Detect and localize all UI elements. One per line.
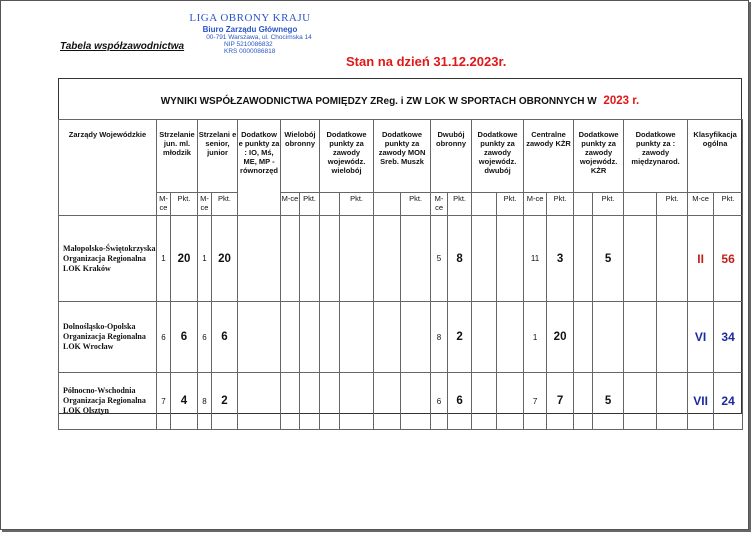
stamp-nip: NIP 5210086832 — [224, 41, 273, 48]
table-title: WYNIKI WSPÓŁZAWODNICTWA POMIĘDZY ZReg. i ZW LOK W SPORTACH OBRONNYCH W — [160, 96, 597, 107]
cell-points — [657, 216, 688, 302]
cell-points: 6 — [212, 302, 238, 373]
header-shooting-junior: Strzelanie jun. ml. młodzik — [157, 120, 198, 193]
cell-points — [340, 216, 374, 302]
cell-place — [320, 373, 340, 430]
cell-points: 20 — [547, 302, 574, 373]
header-bonus-championships: Dodatkow e punkty za : IO, Mś, ME, MP - równorzęd — [238, 120, 281, 216]
cell-points — [593, 302, 624, 373]
document-label: Tabela współzawodnictwa — [60, 41, 185, 52]
subheader-empty — [574, 193, 593, 216]
cell-points: 4 — [171, 373, 198, 430]
cell-empty — [238, 216, 281, 302]
header-central-kzr: Centralne zawody KŻR — [524, 120, 574, 193]
table-row — [59, 373, 743, 430]
header-shooting-senior: Strzelani e senior, junior — [198, 120, 238, 193]
cell-place — [624, 302, 657, 373]
header-military-multievent: Wielobój obronny — [281, 120, 320, 193]
cell-place: 11 — [524, 216, 547, 302]
results-table — [58, 119, 743, 430]
overall-points: 34 — [714, 302, 743, 373]
cell-points: 8 — [448, 216, 472, 302]
header-military-biathlon: Dwubój obronny — [431, 120, 472, 193]
cell-points — [401, 216, 431, 302]
cell-place: 8 — [198, 373, 212, 430]
cell-points — [497, 216, 524, 302]
cell-points — [497, 373, 524, 430]
header-bonus-mon: Dodatkowe punkty za zawody MON Sreb. Muszk — [374, 120, 431, 193]
header-row — [59, 120, 743, 193]
stamp-office: Biuro Zarządu Głównego — [202, 25, 298, 34]
subheader-points: Pkt. — [448, 193, 472, 216]
subheader-place: M-ce — [198, 193, 212, 216]
cell-place — [374, 216, 401, 302]
subheader-place: M-ce — [688, 193, 714, 216]
organization-stamp — [180, 12, 320, 55]
subheader-points: Pkt. — [497, 193, 524, 216]
cell-place — [374, 302, 401, 373]
table-row — [59, 216, 743, 302]
cell-place: 6 — [431, 373, 448, 430]
cell-points: 7 — [547, 373, 574, 430]
cell-points: 2 — [212, 373, 238, 430]
header-overall-ranking: Klasyfikacja ogólna — [688, 120, 743, 193]
subheader-place: M-ce — [431, 193, 448, 216]
subheader-place: M-ce — [524, 193, 547, 216]
cell-points — [340, 302, 374, 373]
cell-place — [472, 302, 497, 373]
cell-place: 6 — [157, 302, 171, 373]
table-row — [59, 302, 743, 373]
header-regions: Zarządy Wojewódzkie — [59, 120, 157, 216]
table-title-year: 2023 r. — [603, 95, 640, 107]
header-bonus-biathlon: Dodatkowe punkty za zawody wojewódz. dwubój — [472, 120, 524, 193]
overall-points: 56 — [714, 216, 743, 302]
subheader-empty — [624, 193, 657, 216]
cell-points — [300, 302, 320, 373]
table-caption — [59, 79, 741, 119]
subheader-empty — [320, 193, 340, 216]
subheader-points: Pkt. — [340, 193, 374, 216]
region-name: Małopolsko-Świętokrzyska Organizacja Regionalna LOK Kraków — [59, 216, 157, 302]
subheader-row — [59, 193, 743, 216]
cell-points — [401, 373, 431, 430]
cell-points — [401, 302, 431, 373]
cell-points: 5 — [593, 216, 624, 302]
cell-place: 1 — [157, 216, 171, 302]
overall-points: 24 — [714, 373, 743, 430]
cell-empty — [238, 373, 281, 430]
cell-points: 20 — [171, 216, 198, 302]
cell-points — [657, 302, 688, 373]
cell-place: 7 — [157, 373, 171, 430]
cell-points — [340, 373, 374, 430]
stamp-krs: KRS 0000086818 — [224, 48, 276, 55]
region-name: Północno-Wschodnia Organizacja Regionalna LOK Olsztyn — [59, 373, 157, 430]
cell-place: 7 — [524, 373, 547, 430]
cell-points: 6 — [171, 302, 198, 373]
subheader-points: Pkt. — [593, 193, 624, 216]
cell-place — [320, 302, 340, 373]
subheader-points: Pkt. — [714, 193, 743, 216]
cell-empty — [238, 302, 281, 373]
cell-place — [281, 373, 300, 430]
cell-place: 1 — [198, 216, 212, 302]
document-date: Stan na dzień 31.12.2023r. — [346, 54, 507, 69]
cell-points: 2 — [448, 302, 472, 373]
subheader-empty — [374, 193, 401, 216]
cell-place — [472, 216, 497, 302]
overall-rank: II — [688, 216, 714, 302]
subheader-points: Pkt. — [657, 193, 688, 216]
cell-place: 8 — [431, 302, 448, 373]
cell-place — [624, 373, 657, 430]
subheader-points: Pkt. — [547, 193, 574, 216]
cell-place: 1 — [524, 302, 547, 373]
cell-place — [574, 302, 593, 373]
cell-place — [320, 216, 340, 302]
cell-place — [281, 216, 300, 302]
header-bonus-multievent: Dodatkowe punkty za zawody wojewódz. wielobój — [320, 120, 374, 193]
region-name: Dolnośląsko-Opolska Organizacja Regionalna LOK Wrocław — [59, 302, 157, 373]
cell-place — [574, 373, 593, 430]
header-bonus-kzr: Dodatkowe punkty za zawody wojewódz. KŻR — [574, 120, 624, 193]
subheader-place: M-ce — [157, 193, 171, 216]
header-bonus-international: Dodatkowe punkty za : zawody międzynarod. — [624, 120, 688, 193]
cell-points: 6 — [448, 373, 472, 430]
stamp-org-name: LIGA OBRONY KRAJU — [189, 12, 311, 24]
subheader-points: Pkt. — [171, 193, 198, 216]
overall-rank: VI — [688, 302, 714, 373]
cell-place — [472, 373, 497, 430]
subheader-points: Pkt. — [212, 193, 238, 216]
subheader-place: M-ce — [281, 193, 300, 216]
cell-points — [497, 302, 524, 373]
subheader-points: Pkt. — [401, 193, 431, 216]
cell-place — [374, 373, 401, 430]
cell-points — [657, 373, 688, 430]
overall-rank: VII — [688, 373, 714, 430]
subheader-empty — [472, 193, 497, 216]
cell-place: 6 — [198, 302, 212, 373]
cell-points: 20 — [212, 216, 238, 302]
cell-points: 3 — [547, 216, 574, 302]
cell-place — [574, 216, 593, 302]
stamp-address: 00-791 Warszawa, ul. Chocimska 14 — [206, 34, 312, 41]
cell-points — [300, 373, 320, 430]
cell-place — [281, 302, 300, 373]
cell-place: 5 — [431, 216, 448, 302]
results-table-container — [58, 78, 742, 414]
cell-points — [300, 216, 320, 302]
cell-points: 5 — [593, 373, 624, 430]
subheader-points: Pkt. — [300, 193, 320, 216]
cell-place — [624, 216, 657, 302]
